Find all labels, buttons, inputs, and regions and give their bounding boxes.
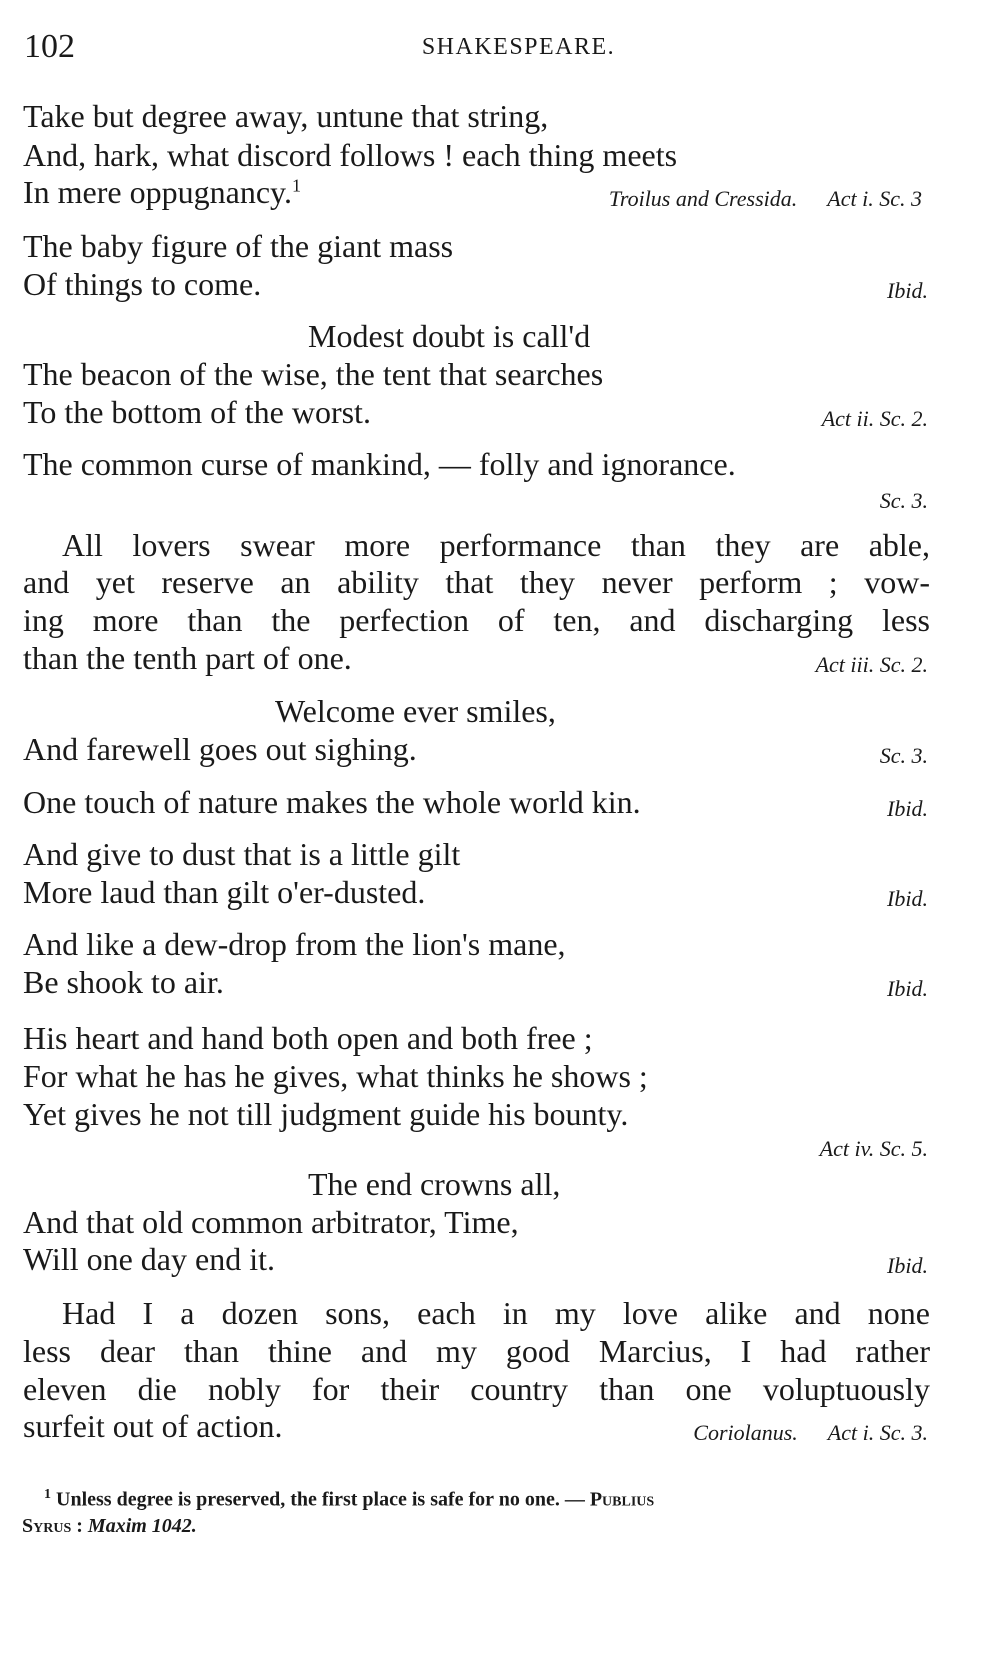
quote-line [23, 176, 301, 208]
quote-line: For what he has he gives, what thinks he shows ; [23, 1058, 648, 1094]
quote-line: Modest doubt is call'd [308, 318, 591, 354]
page-header [22, 28, 925, 72]
citation: Ibid. [887, 976, 928, 1001]
page-number: 102 [24, 28, 75, 65]
quote-line: To the bottom of the worst. [23, 394, 371, 430]
quote-line: And, hark, what discord follows ! each thing meets [23, 137, 678, 173]
quote-line: The baby figure of the giant mass [23, 228, 454, 264]
citation: Ibid. [887, 796, 928, 821]
quote-line: surfeit out of action. [23, 1408, 283, 1444]
quote-line: Yet gives he not till judgment guide his bounty. [23, 1096, 629, 1132]
quote-line: Take but degree away, untune that string, [23, 98, 549, 134]
citation: Act iii. Sc. 2. [815, 652, 928, 677]
running-title: SHAKESPEARE. [421, 34, 616, 60]
quote-line-text: In mere oppugnancy. [23, 174, 292, 210]
quote-line: less dear than thine and my good Marcius, I had rather [23, 1333, 930, 1369]
quote-line: His heart and hand both open and both free ; [23, 1020, 593, 1056]
quote-line: Had I a dozen sons, each in my love alike and none [62, 1295, 930, 1331]
citation-work: Coriolanus. [693, 1420, 798, 1445]
footnote-ref: 1 [291, 175, 301, 196]
citation-location: Act i. Sc. 3. [827, 1420, 928, 1445]
citation: Ibid. [887, 886, 928, 911]
quote-line: Be shook to air. [23, 964, 224, 1000]
footnote-marker: 1 [44, 1487, 51, 1502]
quote-line: Of things to come. [23, 266, 262, 302]
citation-location: Act i. Sc. 3 [827, 186, 922, 211]
citation: Sc. 3. [879, 488, 928, 513]
quote-line: The end crowns all, [308, 1166, 561, 1202]
citation: Sc. 3. [879, 743, 928, 768]
quote-line: And give to dust that is a little gilt [23, 836, 461, 872]
quote-line: The beacon of the wise, the tent that searches [23, 356, 604, 392]
quote-line: and yet reserve an ability that they never perform ; vow- [23, 564, 930, 600]
quote-line: Will one day end it. [23, 1241, 275, 1277]
quote-line: All lovers swear more performance than they are able, [62, 527, 930, 563]
quote-line: And that old common arbitrator, Time, [23, 1204, 519, 1240]
citation: Act ii. Sc. 2. [821, 406, 928, 431]
citation: Ibid. [887, 1253, 928, 1278]
footnote-line [22, 1516, 197, 1536]
citation-work: Troilus and Cressida. [608, 186, 798, 211]
citation: Act iv. Sc. 5. [819, 1136, 928, 1161]
citation: Ibid. [887, 278, 928, 303]
footnote-author: Publius [589, 1488, 655, 1511]
quote-line: than the tenth part of one. [23, 640, 352, 676]
quote-line: ing more than the perfection of ten, and discharging less [23, 602, 930, 638]
quote-line: One touch of nature makes the whole world kin. [23, 784, 641, 820]
citation [693, 1422, 928, 1444]
quote-line: The common curse of mankind, — folly and ignorance. [23, 446, 736, 482]
citation [609, 188, 922, 210]
quote-line: And like a dew-drop from the lion's mane, [23, 926, 566, 962]
footnote-line [44, 1488, 654, 1510]
quote-line: eleven die nobly for their country than one voluptuously [23, 1371, 930, 1407]
footnote-source: Maxim 1042. [87, 1515, 197, 1537]
quote-line: And farewell goes out sighing. [23, 731, 417, 767]
quote-line: Welcome ever smiles, [275, 693, 556, 729]
footnote-author-cont: Syrus : [22, 1515, 83, 1537]
footnote-text: Unless degree is preserved, the first place is safe for no one. — [56, 1488, 585, 1511]
quote-line: More laud than gilt o'er-dusted. [23, 874, 426, 910]
